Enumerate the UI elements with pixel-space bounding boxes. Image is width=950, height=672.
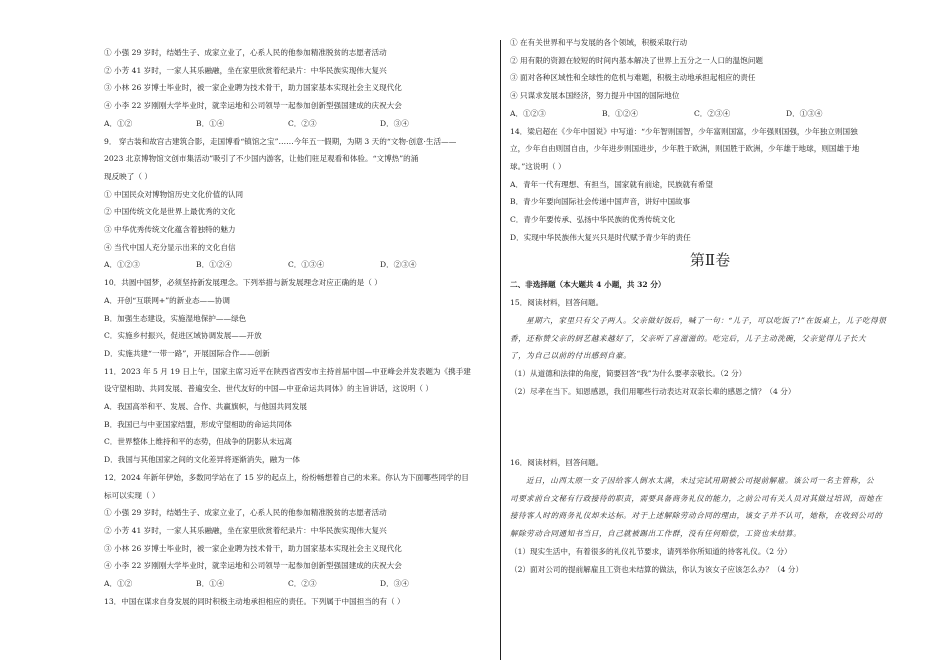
q12-item-1: ① 小强 29 岁时，结婚生子、成家立业了，心系人民的他参加精准脱贫的志愿者活动 xyxy=(104,508,387,518)
left-column xyxy=(104,44,494,611)
q9-option-c: C．①③④ xyxy=(288,260,325,270)
q12-option-c: C．②③ xyxy=(288,579,317,589)
q13-item-2: ② 用有限的资源在较短的时间内基本解决了世界上五分之一人口的温饱问题 xyxy=(510,55,764,65)
q16-question-1: （1）现实生活中，有着很多的礼仪礼节要求，请列举你所知道的待客礼仪。（2 分） xyxy=(510,546,792,556)
q10-stem: 10．共圆中国梦，必须坚持新发展理念。下列举措与新发展理念对应正确的是（ ） xyxy=(104,278,382,288)
q12-stem-2: 标可以实现（ ） xyxy=(104,490,160,500)
q12-stem-1: 12．2024 年新年伊始，多数同学站在了 15 岁的起点上，纷纷畅想着自己的未来。你认为下面哪些同学的目 xyxy=(104,472,469,482)
q10-option-a: A．开创“互联网+”的新业态——协调 xyxy=(104,295,230,305)
column-divider xyxy=(500,40,501,660)
q14-option-c: C．青少年要传承、弘扬中华民族的优秀传统文化 xyxy=(510,215,676,225)
q10-option-d: D．实施共建“一带一路”，开展国际合作——创新 xyxy=(104,348,270,358)
q11-option-c: C．世界整体上维持和平的态势，但战争的阴影从未远离 xyxy=(104,437,293,447)
q12-item-3: ③ 小林 26 岁博士毕业时，被一家企业聘为技术骨干，助力国家基本实现社会主义现代化 xyxy=(104,543,402,553)
q11-stem-2: 设守望相助、共同发展、普遍安全、世代友好的中国—中亚命运共同体》的主旨讲话，这说明（ ） xyxy=(104,384,433,394)
q12-option-b: B．①④ xyxy=(196,579,225,589)
q8-options xyxy=(104,115,494,133)
q9-option-a: A．①②③ xyxy=(104,260,140,270)
q14-option-d: D．实现中华民族伟大复兴只是时代赋予青少年的责任 xyxy=(510,232,691,242)
q13-option-b: B．①②④ xyxy=(602,108,638,118)
section-heading: 二、非选择题（本大题共 4 小题，共 32 分） xyxy=(510,280,666,290)
q13-stem: 13．中国在谋求自身发展的同时积极主动地承担相应的责任。下列属于中国担当的有（ ） xyxy=(104,596,405,606)
q13-option-c: C．②③④ xyxy=(694,108,731,118)
q12-item-4: ④ 小李 22 岁刚刚大学毕业时，就幸运地和公司领导一起参加创新型强国建成的庆祝大会 xyxy=(104,561,402,571)
q11-option-d: D．我国与其他国家之间的文化差异将逐渐消失，融为一体 xyxy=(104,455,300,465)
section-title: 第Ⅱ卷 xyxy=(689,251,731,270)
q15-material-1: 星期六，家里只有父子两人。父亲做好饭后，喊了一句：“儿子，可以吃饭了!”在饭桌上，儿子吃得很 xyxy=(526,315,887,325)
q15-question-2: （2）尽孝在当下。知恩感恩，我们用哪些行动表达对双亲长辈的感恩之情？（4 分） xyxy=(510,386,796,396)
q15-material-2: 香，还称赞父亲的厨艺越来越好了，父亲听了喜滋滋的。吃完后，儿子主动洗碗，父亲觉得儿子长大 xyxy=(510,333,867,343)
q8-item-2: ② 小芳 41 岁时，一家人其乐融融，坐在家里欣赏着纪录片：中华民族实现伟大复兴 xyxy=(104,65,387,75)
q8-option-d: D．③④ xyxy=(380,118,409,128)
q11-stem-1: 11．2023 年 5 月 19 日上午，国家主席习近平在陕西省西安市主持首届中国—中亚峰会并发表题为《携手建 xyxy=(104,366,471,376)
q13-option-a: A．①②③ xyxy=(510,108,546,118)
q15-material-3: 了，为自己以前的付出感到自豪。 xyxy=(510,351,632,361)
q9-item-3: ③ 中华优秀传统文化蕴含着独特的魅力 xyxy=(104,225,236,235)
q9-stem-2: 2023 北京博物馆文创市集活动”吸引了不少国内游客，让他们驻足观看和体验。“文博热”的涌 xyxy=(104,154,419,164)
q16-material-3: 接待客人时的商务礼仪却未达标。对于上述解除劳动合同的理由，该女子并不认可，她称，在收到公司的 xyxy=(510,511,883,521)
q13-item-3: ③ 面对各种区域性和全球性的危机与难题，积极主动地承担起相应的责任 xyxy=(510,73,756,83)
q14-stem-3: 球。”这说明（ ） xyxy=(510,161,566,171)
q12-option-d: D．③④ xyxy=(380,579,409,589)
q13-option-d: D．①③④ xyxy=(786,108,823,118)
q11-option-a: A．我国高举和平、发展、合作、共赢旗帜，与他国共同发展 xyxy=(104,402,307,412)
q14-stem-2: 立，少年自由则国自由，少年进步则国进步，少年胜于欧洲，则国胜于欧洲，少年雄于地球，则国雄于地 xyxy=(510,144,860,154)
q12-option-a: A．①② xyxy=(104,579,133,589)
q9-item-1: ① 中国民众对博物馆历史文化价值的认同 xyxy=(104,189,244,199)
q16-question-2: （2）面对公司的提前解雇且工资也未结算的做法，你认为该女子应该怎么办？（4 分） xyxy=(510,564,804,574)
q13-item-4: ④ 只谋求发展本国经济，努力提升中国的国际地位 xyxy=(510,91,680,101)
q11-option-b: B．我国已与中亚国家结盟，形成守望相助的命运共同体 xyxy=(104,419,292,429)
q9-stem-3: 现反映了（ ） xyxy=(104,171,152,181)
q16-intro: 16．阅读材料，回答问题。 xyxy=(510,458,604,468)
q9-options xyxy=(104,256,494,274)
q8-item-1: ① 小强 29 岁时，结婚生子、成家立业了，心系人民的他参加精准脱贫的志愿者活动 xyxy=(104,48,387,57)
q15-intro: 15．阅读材料，回答问题。 xyxy=(510,298,604,308)
q15-question-1: （1）从道德和法律的角度，简要回答“我”为什么要孝亲敬长。（2 分） xyxy=(510,368,747,378)
q16-material-2: 司要求前台文秘有行政接待的职责，需要具备商务礼仪的能力，之前公司有关人员对其做过培训，而她在 xyxy=(510,493,883,503)
q16-material-4: 解除劳动合同通知书当日，自己就被踢出工作群，没有任何赔偿，工资也未结算。 xyxy=(510,529,802,539)
q8-option-a: A．①② xyxy=(104,118,133,128)
right-column xyxy=(510,34,910,578)
q8-item-3: ③ 小林 26 岁博士毕业时，被一家企业聘为技术骨干，助力国家基本实现社会主义现代化 xyxy=(104,83,402,93)
q8-option-c: C．②③ xyxy=(288,118,317,128)
q10-option-c: C．实施乡村振兴，促进区域协调发展——开放 xyxy=(104,331,262,341)
q12-options xyxy=(104,575,494,593)
q12-item-2: ② 小芳 41 岁时，一家人其乐融融，坐在家里欣赏着纪录片：中华民族实现伟大复兴 xyxy=(104,525,387,535)
answer-space xyxy=(510,400,910,454)
q9-option-b: B．①②④ xyxy=(196,260,232,270)
q9-item-2: ② 中国传统文化是世界上最优秀的文化 xyxy=(104,207,236,217)
q9-option-d: D．②③④ xyxy=(380,260,417,270)
q14-stem-1: 14．梁启超在《少年中国说》中写道：“少年智则国智，少年富则国富，少年强则国强，少年独立则国独 xyxy=(510,126,858,136)
q9-stem-1: 9． 穿古装和故宫古建筑合影，走国博看“镇馆之宝”……今年五一假期，为期 3 天的“文物·创意·生活—— xyxy=(104,136,457,146)
q13-options xyxy=(510,105,910,123)
q16-material-1: 近日，山西太原一女子因给客人倒水太满，未过完试用期被公司提前解雇。该公司一名主管称，公 xyxy=(526,476,875,486)
q9-item-4: ④ 当代中国人充分显示出来的文化自信 xyxy=(104,242,236,252)
q13-item-1: ① 在有关世界和平与发展的各个领域，积极采取行动 xyxy=(510,38,688,47)
q14-option-b: B．青少年要向国际社会传递中国声音，讲好中国故事 xyxy=(510,197,691,207)
q8-item-4: ④ 小李 22 岁刚刚大学毕业时，就幸运地和公司领导一起参加创新型强国建成的庆祝大会 xyxy=(104,101,402,111)
q14-option-a: A．青年一代有理想、有担当，国家就有前途，民族就有希望 xyxy=(510,179,713,189)
q8-option-b: B．①④ xyxy=(196,118,225,128)
q10-option-b: B．加强生态建设，实施湿地保护——绿色 xyxy=(104,313,247,323)
